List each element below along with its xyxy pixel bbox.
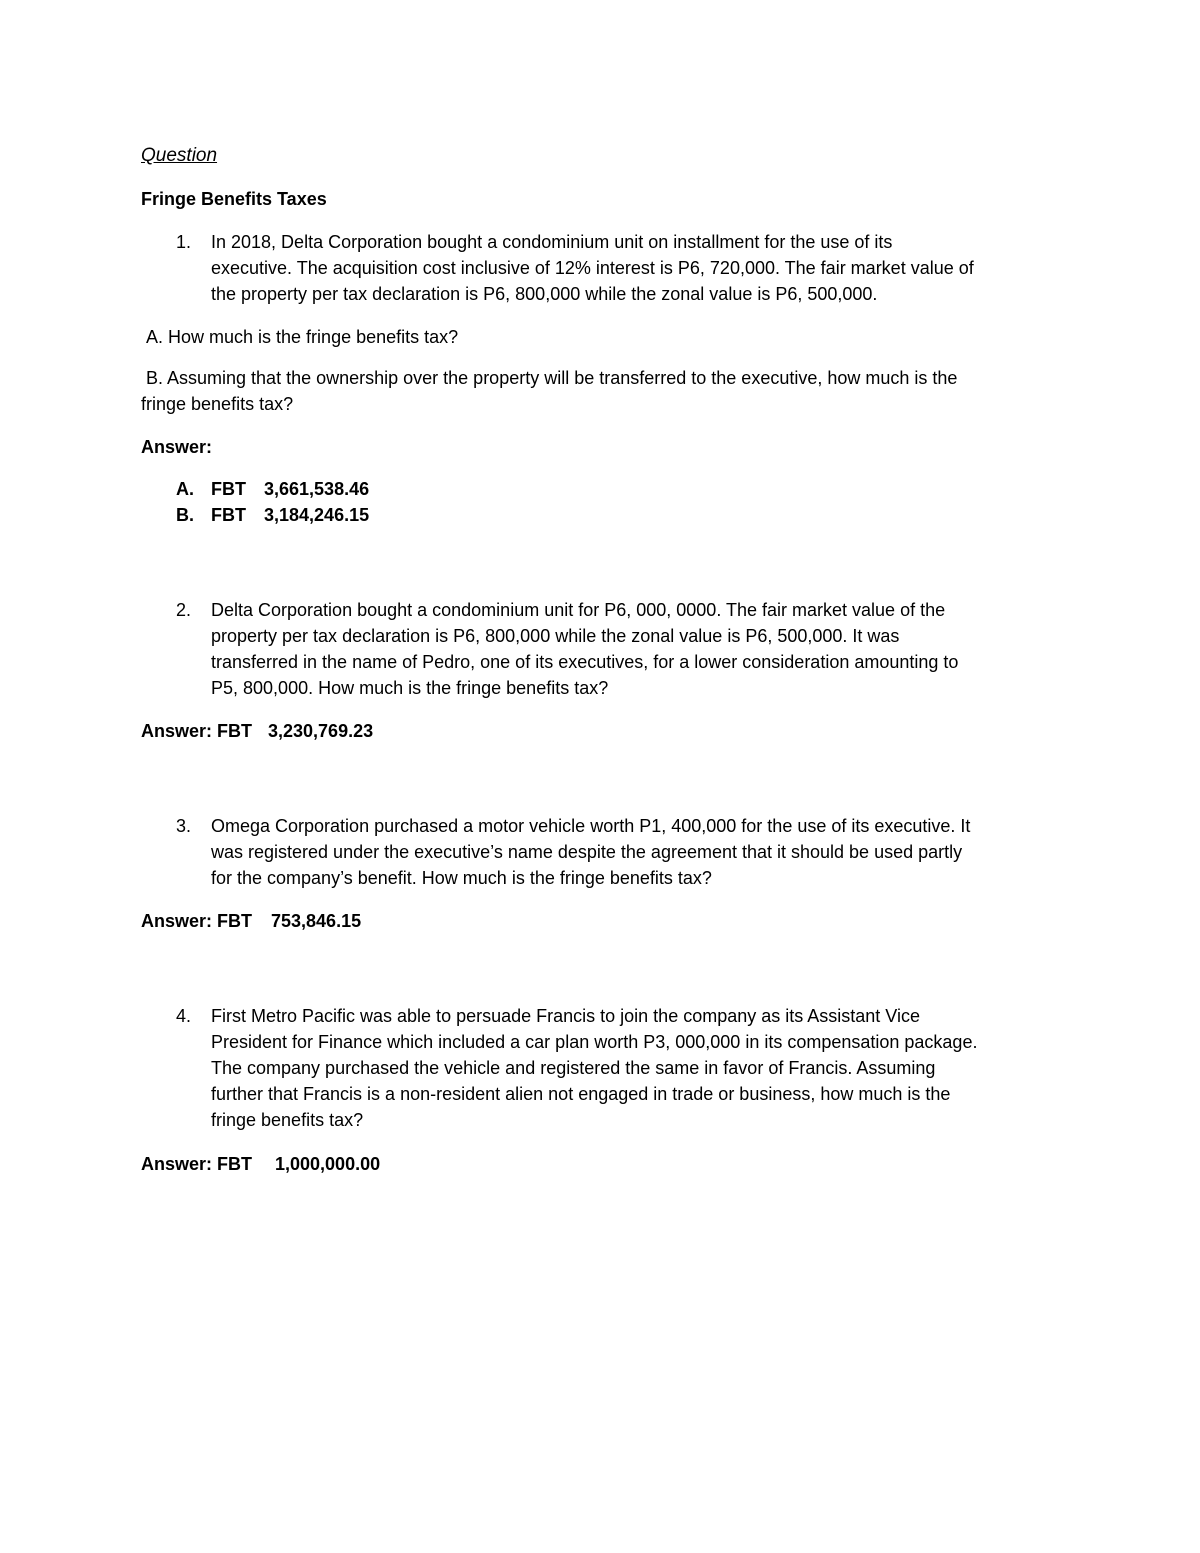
answer-a-value: 3,661,538.46: [264, 479, 370, 499]
question-3-line: was registered under the executive’s name despite the agreement that it should be used partly: [211, 842, 963, 862]
page-heading: Question: [141, 145, 218, 166]
question-1-line: executive. The acquisition cost inclusive of 12% interest is P6, 720,000. The fair market value of: [211, 258, 974, 278]
answer-b-value: 3,184,246.15: [264, 505, 370, 525]
question-3-answer-value: 753,846.15: [271, 911, 362, 931]
question-4-number: 4.: [176, 1006, 192, 1026]
question-1-answer-label: Answer:: [141, 437, 213, 457]
answer-a-fbt: FBT: [211, 479, 246, 499]
question-1-sub-a: A. How much is the fringe benefits tax?: [146, 327, 459, 347]
question-4-answer-value: 1,000,000.00: [275, 1154, 381, 1174]
question-1-sub-b: B. Assuming that the ownership over the property will be transferred to the executive, how much is the: [146, 368, 958, 388]
question-4-line: The company purchased the vehicle and registered the same in favor of Francis. Assuming: [211, 1058, 936, 1078]
question-1-line: In 2018, Delta Corporation bought a condominium unit on installment for the use of its: [211, 232, 893, 252]
question-4-answer: Answer: FBT: [141, 1154, 253, 1174]
question-3-line: Omega Corporation purchased a motor vehicle worth P1, 400,000 for the use of its executive. It: [211, 816, 971, 836]
question-2-line: property per tax declaration is P6, 800,000 while the zonal value is P6, 500,000. It was: [211, 626, 900, 646]
answer-a-label: A.: [176, 479, 194, 499]
question-2-number: 2.: [176, 600, 192, 620]
question-2-line: P5, 800,000. How much is the fringe benefits tax?: [211, 678, 609, 698]
question-1-sub-b: fringe benefits tax?: [141, 394, 294, 414]
question-2-line: Delta Corporation bought a condominium unit for P6, 000, 0000. The fair market value of the: [211, 600, 946, 620]
question-4-line: First Metro Pacific was able to persuade Francis to join the company as its Assistant Vice: [211, 1006, 920, 1026]
answer-b-fbt: FBT: [211, 505, 246, 525]
question-1-line: the property per tax declaration is P6, 800,000 while the zonal value is P6, 500,000.: [211, 284, 878, 304]
question-4-line: fringe benefits tax?: [211, 1110, 364, 1130]
question-2-line: transferred in the name of Pedro, one of its executives, for a lower consideration amounting to: [211, 652, 959, 672]
question-2-answer: Answer: FBT: [141, 721, 253, 741]
answer-b-label: B.: [176, 505, 194, 525]
question-3-answer: Answer: FBT: [141, 911, 253, 931]
question-4-line: further that Francis is a non-resident alien not engaged in trade or business, how much is the: [211, 1084, 951, 1104]
question-1-number: 1.: [176, 232, 192, 252]
question-3-number: 3.: [176, 816, 192, 836]
question-4-line: President for Finance which included a car plan worth P3, 000,000 in its compensation package.: [211, 1032, 978, 1052]
question-2-answer-value: 3,230,769.23: [268, 721, 374, 741]
question-3-line: for the company’s benefit. How much is the fringe benefits tax?: [211, 868, 712, 888]
section-title: Fringe Benefits Taxes: [141, 189, 327, 209]
